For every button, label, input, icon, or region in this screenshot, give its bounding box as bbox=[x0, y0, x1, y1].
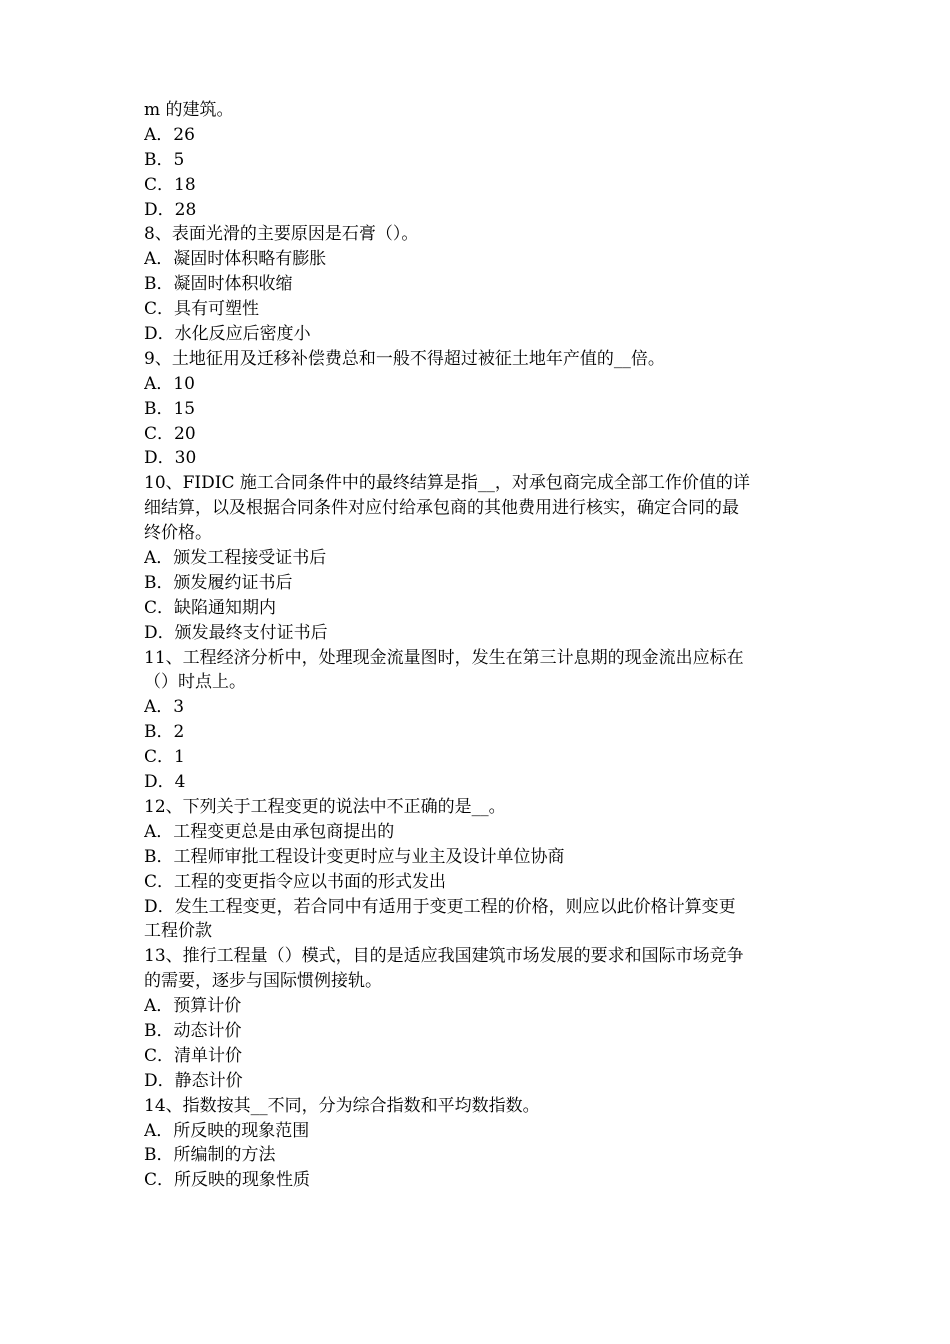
q13-option-c: C．清单计价 bbox=[144, 1045, 243, 1066]
question-8: 8、表面光滑的主要原因是石膏（）。 bbox=[144, 224, 419, 245]
question-10-line-1: 10、FIDIC 施工合同条件中的最终结算是指__，对承包商完成全部工作价值的详 bbox=[144, 473, 750, 494]
document-text bbox=[144, 98, 816, 1193]
q11-option-a: A．3 bbox=[144, 697, 185, 718]
q9-option-c: C．20 bbox=[144, 423, 196, 444]
q9-option-b: B．15 bbox=[144, 398, 196, 419]
q8-option-b: B．凝固时体积收缩 bbox=[144, 274, 293, 295]
question-13-line-2: 的需要，逐步与国际惯例接轨。 bbox=[144, 971, 382, 992]
q10-option-a: A．颁发工程接受证书后 bbox=[144, 548, 327, 569]
q12-option-b: B．工程师审批工程设计变更时应与业主及设计单位协商 bbox=[144, 846, 565, 867]
q13-option-a: A．预算计价 bbox=[144, 996, 242, 1017]
q11-option-d: D．4 bbox=[144, 772, 186, 793]
q12-option-d-line-1: D．发生工程变更，若合同中有适用于变更工程的价格，则应以此价格计算变更 bbox=[144, 896, 736, 917]
question-10-line-3: 终价格。 bbox=[144, 523, 212, 544]
q13-option-b: B．动态计价 bbox=[144, 1020, 242, 1041]
q14-option-a: A．所反映的现象范围 bbox=[144, 1120, 310, 1141]
q12-option-c: C．工程的变更指令应以书面的形式发出 bbox=[144, 871, 447, 892]
question-13-line-1: 13、推行工程量（）模式，目的是适应我国建筑市场发展的要求和国际市场竞争 bbox=[144, 946, 744, 967]
q7-option-c: C．18 bbox=[144, 174, 196, 195]
question-14: 14、指数按其__不同，分为综合指数和平均数指数。 bbox=[144, 1095, 540, 1116]
question-9: 9、土地征用及迁移补偿费总和一般不得超过被征土地年产值的__倍。 bbox=[144, 348, 665, 369]
q10-option-d: D．颁发最终支付证书后 bbox=[144, 622, 328, 643]
q8-option-a: A．凝固时体积略有膨胀 bbox=[144, 249, 327, 270]
q14-option-b: B．所编制的方法 bbox=[144, 1145, 276, 1166]
q10-option-b: B．颁发履约证书后 bbox=[144, 572, 293, 593]
q7-option-b: B．5 bbox=[144, 149, 185, 170]
q13-option-d: D．静态计价 bbox=[144, 1070, 243, 1091]
q9-option-d: D．30 bbox=[144, 448, 197, 469]
q11-option-b: B．2 bbox=[144, 722, 185, 743]
q7-option-a: A．26 bbox=[144, 124, 195, 145]
q12-option-d-line-2: 工程价款 bbox=[144, 921, 212, 942]
question-7-continuation: m 的建筑。 bbox=[144, 100, 234, 120]
question-10-line-2: 细结算，以及根据合同条件对应付给承包商的其他费用进行核实，确定合同的最 bbox=[144, 498, 739, 519]
q12-option-a: A．工程变更总是由承包商提出的 bbox=[144, 821, 395, 842]
q10-option-c: C．缺陷通知期内 bbox=[144, 597, 277, 618]
q8-option-c: C．具有可塑性 bbox=[144, 299, 260, 320]
q9-option-a: A．10 bbox=[144, 373, 195, 394]
question-11-line-2: （）时点上。 bbox=[144, 672, 246, 693]
q7-option-d: D．28 bbox=[144, 199, 197, 220]
question-11-line-1: 11、工程经济分析中，处理现金流量图时，发生在第三计息期的现金流出应标在 bbox=[144, 647, 744, 668]
q14-option-c: C．所反映的现象性质 bbox=[144, 1170, 311, 1191]
q8-option-d: D．水化反应后密度小 bbox=[144, 324, 311, 345]
q11-option-c: C．1 bbox=[144, 747, 185, 768]
question-12: 12、下列关于工程变更的说法中不正确的是__。 bbox=[144, 796, 506, 817]
